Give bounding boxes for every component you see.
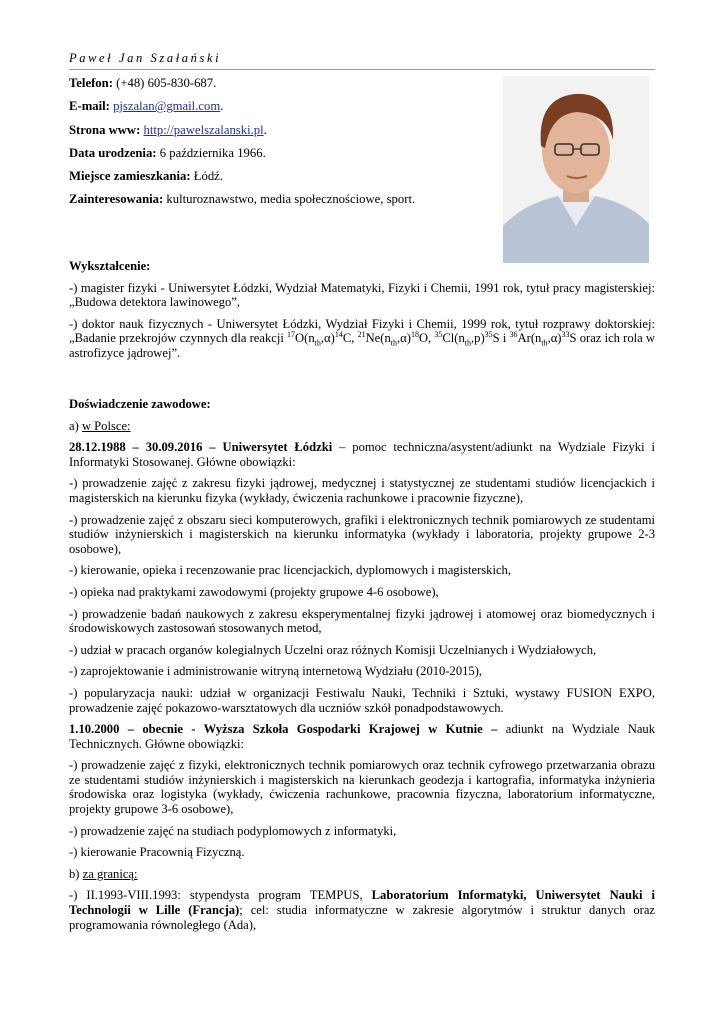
sup: 14: [334, 330, 343, 340]
list-item: -) prowadzenie zajęć z fizyki, elektronicznych technik pomiarowych oraz technik cyfrowego przetwarzania obrazu ze studentami studiów inżynierskich i magisterskich na kierunkach geodezja i kartografia, informatyka inżynieria środowiska oraz logistyka (wykłady, ćwiczenia rachunkowe, pracownia fizyczna, laboratorium informatyczne, projekty grupowe 3-6 osobowe),: [69, 758, 655, 817]
experience-heading: Doświadczenie zawodowe:: [69, 397, 211, 411]
website-link[interactable]: http://pawelszalanski.pl: [143, 122, 264, 137]
page-header: [69, 49, 655, 70]
sub: th: [390, 338, 397, 348]
sub: th: [314, 338, 321, 348]
sub: th: [541, 338, 548, 348]
profile-photo: [503, 76, 649, 263]
reaction-text: S i: [492, 331, 510, 346]
job-title: 1.10.2000 – obecnie - Wyższa Szkoła Gospodarki Krajowej w Kutnie –: [69, 722, 498, 737]
job-wsgk-kutno: [69, 722, 655, 751]
poland-subheading: [69, 419, 655, 434]
reaction-text: C,: [342, 331, 358, 346]
birth-label: Data urodzenia:: [69, 145, 157, 160]
reaction-text: S oraz ich rola w astrofizyce jądrowej”.: [69, 331, 656, 360]
list-item: -) prowadzenie zajęć z zakresu fizyki jądrowej, medycznej i statystycznej ze studentami studiów licencjackich i magisterskich na kierunku fizyka (wykłady, ćwiczenia rachunkowe i pracownie fizyczne),: [69, 476, 655, 505]
job-uniwersytet-lodzki: [69, 440, 655, 469]
abroad-text: ; cel: studia informatyczne w zakresie algorytmów i struktur danych oraz programowania równoległego (Ada),: [69, 903, 656, 932]
www-label: Strona www:: [69, 122, 141, 137]
job-title: 28.12.1988 – 30.09.2016 – Uniwersytet Łódzki: [69, 440, 333, 455]
poland-label: w Polsce:: [81, 418, 131, 433]
education-item-doctor: [69, 317, 655, 361]
reaction-text: ,α): [547, 331, 562, 346]
phone-label: Telefon:: [69, 76, 113, 90]
education-item-master: -) magister fizyki - Uniwersytet Łódzki, Wydział Matematyki, Fizyki i Chemii, 1991 rok, tytuł pracy magisterskiej: „Budowa detektora lawinowego”,: [69, 280, 655, 310]
reaction-text: Ar(n: [517, 331, 542, 346]
abroad-label: za granicą:: [82, 866, 138, 881]
birth-row: [69, 146, 489, 161]
list-item: -) prowadzenie zajęć z obszaru sieci komputerowych, grafiki i elektronicznych technik pomiarowych ze studentami studiów inżynierskich i magisterskich na kierunku informatyka (wykłady i laboratoria, projekty grupowe 2-3 osobowe),: [69, 512, 655, 556]
contact-block: [69, 76, 489, 216]
sup: 18: [410, 330, 419, 340]
interests-row: [69, 192, 489, 207]
abroad-institution: Laboratorium Informatyki, Uniwersytet Nauki i Technologii w Lille (Francja): [69, 888, 655, 918]
list-item: -) kierowanie, opieka i recenzowanie prac licencjackich, dyplomowych i magisterskich,: [69, 563, 511, 578]
reaction-text: O,: [418, 331, 435, 346]
residence-row: [69, 169, 489, 184]
birth-value: 6 października 1966.: [156, 145, 266, 160]
sup: 36: [509, 330, 518, 340]
www-tail: .: [263, 122, 267, 137]
list-prefix: a): [69, 418, 82, 433]
list-item: -) kierowanie Pracownią Fizyczną.: [69, 845, 245, 860]
email-row: [69, 99, 489, 114]
header-name: Paweł Jan Szałański: [69, 51, 222, 65]
list-prefix: b): [69, 866, 83, 881]
sup: 33: [561, 330, 570, 340]
list-item: -) prowadzenie zajęć na studiach podyplomowych z informatyki,: [69, 823, 397, 838]
reaction-text: ,p): [471, 331, 485, 346]
job-description: – pomoc techniczna/asystent/adiunkt na Wydziale Fizyki i Informatyki Stosowanej. Główne obowiązki:: [69, 440, 655, 469]
list-item: -) opieka nad praktykami zawodowymi (projekty grupowe 4-6 osobowe),: [69, 584, 439, 599]
list-item: -) popularyzacja nauki: udział w organizacji Festiwalu Nauki, Techniki i Sztuki, wystawy FUSION EXPO, prowadzenie zajęć pokazowo-warsztatowych dla uczniów szkół ponadpodstawowych.: [69, 685, 655, 715]
email-link[interactable]: pjszalan@gmail.com: [113, 99, 221, 114]
list-item: -) prowadzenie badań naukowych z zakresu eksperymentalnej fizyki jądrowej i atomowej oraz biomedycznych i środowiskowych zastosowań stosowanych metod,: [69, 606, 655, 636]
sup: 21: [357, 330, 366, 340]
list-item: -) zaprojektowanie i administrowanie witryną internetową Wydziału (2010-2015),: [69, 664, 483, 679]
sup: 17: [287, 330, 296, 340]
reaction-text: O(n: [295, 331, 315, 346]
residence-value: Łódź.: [190, 169, 223, 184]
education-section: [69, 259, 655, 368]
phone-value: (+48) 605-830-687.: [112, 76, 217, 90]
reaction-text: Ne(n: [365, 331, 391, 346]
abroad-item: [69, 888, 655, 932]
www-row: [69, 123, 489, 138]
email-tail: .: [220, 99, 224, 114]
sup: 35: [434, 330, 443, 340]
job-description: adiunkt na Wydziale Nauk Technicznych. Główne obowiązki:: [69, 722, 656, 751]
interests-value: kulturoznawstwo, media społecznościowe, sport.: [163, 192, 416, 207]
education-heading: Wykształcenie:: [69, 259, 151, 273]
sup: 35: [484, 330, 493, 340]
interests-label: Zainteresowania:: [69, 192, 164, 207]
doctor-text: -) doktor nauk fizycznych - Uniwersytet Łódzki, Wydział Fizyki i Chemii, 1999 rok, tytuł rozprawy doktorskiej: „Badanie przekrojów czynnych dla reakcji: [69, 316, 655, 346]
abroad-subheading: [69, 867, 655, 882]
reaction-text: ,α): [320, 331, 335, 346]
sub: th: [464, 338, 472, 348]
reaction-text: Cl(n: [442, 331, 465, 346]
experience-section: [69, 397, 655, 939]
list-item: -) udział w pracach organów kolegialnych Uczelni oraz różnych Komisji Uczelnianych i Wydziałowych,: [69, 642, 597, 657]
abroad-text: -) II.1993-VIII.1993: stypendysta program TEMPUS,: [69, 888, 372, 903]
portrait-image: [503, 76, 649, 263]
reaction-text: ,α): [397, 331, 411, 346]
email-label: E-mail:: [69, 99, 110, 114]
phone-row: [69, 76, 489, 91]
residence-label: Miejsce zamieszkania:: [69, 169, 191, 184]
